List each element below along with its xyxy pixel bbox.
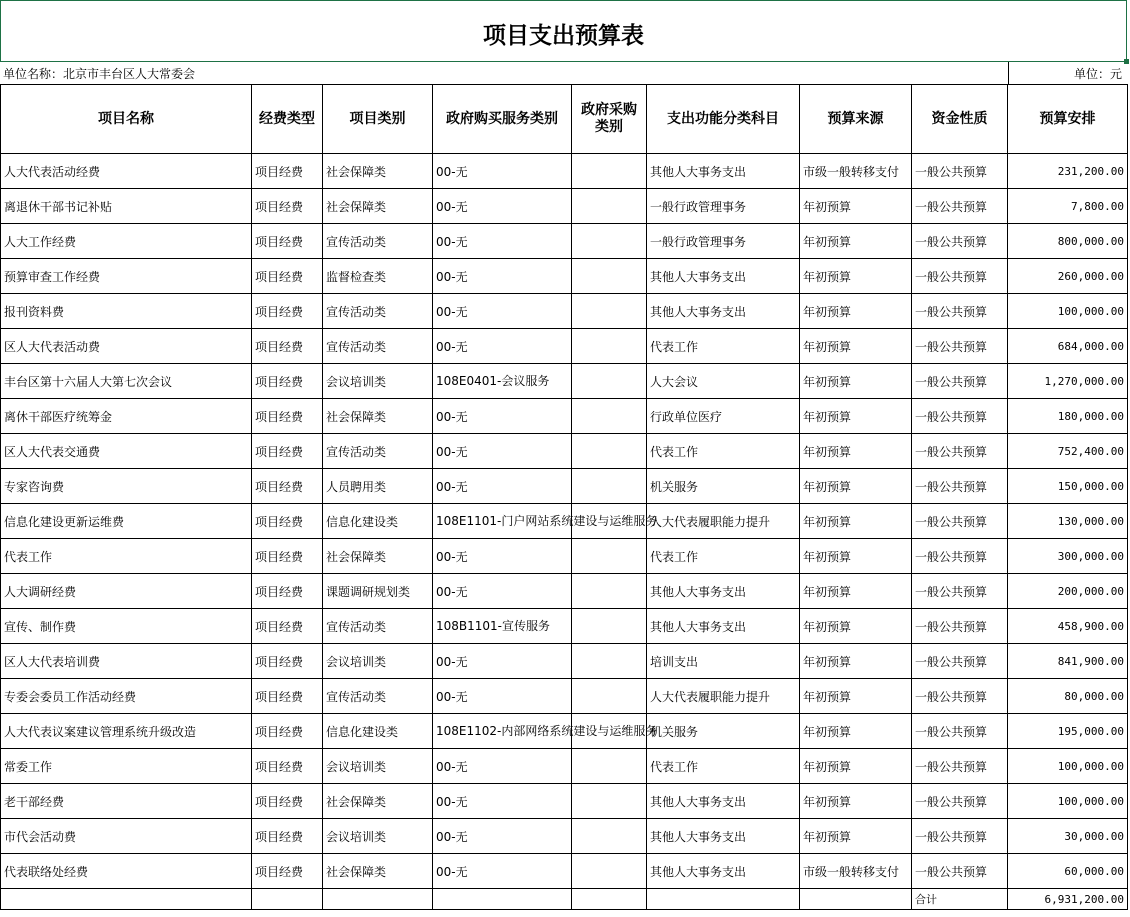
table-row	[1, 329, 1128, 364]
table-cell[interactable]: 一般公共预算	[912, 749, 1008, 784]
header-row	[1, 85, 1128, 154]
table-cell[interactable]	[252, 889, 323, 910]
table-cell[interactable]: 会议培训类	[323, 644, 433, 679]
table-cell[interactable]	[572, 854, 647, 889]
table-cell[interactable]: 专委会委员工作活动经费	[1, 679, 252, 714]
page-title: 项目支出预算表	[483, 22, 644, 49]
table-cell[interactable]: 年初预算	[800, 679, 912, 714]
table-cell[interactable]: 00-无	[433, 574, 572, 609]
selection-handle[interactable]	[1124, 59, 1129, 64]
table-row	[1, 574, 1128, 609]
table-cell[interactable]: 人大工作经费	[1, 224, 252, 259]
table-cell[interactable]: 项目经费	[252, 294, 323, 329]
table-row	[1, 749, 1128, 784]
table-row	[1, 609, 1128, 644]
table-cell[interactable]: 00-无	[433, 294, 572, 329]
budget-table	[0, 84, 1128, 910]
table-cell[interactable]: 宣传活动类	[323, 434, 433, 469]
header-cell[interactable]: 经费类型	[252, 85, 323, 154]
header-cell[interactable]: 支出功能分类科目	[647, 85, 800, 154]
table-cell[interactable]: 100,000.00	[1008, 784, 1128, 819]
table-cell[interactable]	[572, 259, 647, 294]
table-cell[interactable]: 00-无	[433, 749, 572, 784]
table-cell[interactable]	[572, 784, 647, 819]
unit-label: 单位：元	[1073, 67, 1122, 81]
header-cell[interactable]: 政府购买服务类别	[433, 85, 572, 154]
table-cell[interactable]: 130,000.00	[1008, 504, 1128, 539]
table-cell[interactable]: 年初预算	[800, 574, 912, 609]
table-cell[interactable]: 00-无	[433, 154, 572, 189]
table-cell[interactable]: 一般公共预算	[912, 539, 1008, 574]
table-cell[interactable]: 一般公共预算	[912, 399, 1008, 434]
table-cell[interactable]: 人大代表议案建议管理系统升级改造	[1, 714, 252, 749]
table-cell[interactable]: 00-无	[433, 679, 572, 714]
table-cell[interactable]: 离休干部医疗统筹金	[1, 399, 252, 434]
table-cell[interactable]: 代表工作	[647, 749, 800, 784]
table-cell[interactable]	[572, 399, 647, 434]
table-cell[interactable]: 项目经费	[252, 259, 323, 294]
header-cell[interactable]: 资金性质	[912, 85, 1008, 154]
table-cell[interactable]	[800, 889, 912, 910]
table-cell[interactable]: 00-无	[433, 224, 572, 259]
table-cell[interactable]: 7,800.00	[1008, 189, 1128, 224]
table-cell[interactable]: 社会保障类	[323, 784, 433, 819]
table-cell[interactable]: 培训支出	[647, 644, 800, 679]
table-cell[interactable]: 项目经费	[252, 574, 323, 609]
table-cell[interactable]: 一般公共预算	[912, 189, 1008, 224]
table-cell[interactable]: 年初预算	[800, 469, 912, 504]
table-cell[interactable]: 752,400.00	[1008, 434, 1128, 469]
table-row	[1, 679, 1128, 714]
table-row	[1, 189, 1128, 224]
table-cell[interactable]: 项目经费	[252, 154, 323, 189]
table-cell[interactable]: 代表工作	[1, 539, 252, 574]
table-cell[interactable]: 00-无	[433, 644, 572, 679]
table-cell[interactable]: 项目经费	[252, 714, 323, 749]
table-cell[interactable]: 年初预算	[800, 819, 912, 854]
table-cell[interactable]: 年初预算	[800, 644, 912, 679]
table-cell[interactable]: 代表工作	[647, 329, 800, 364]
table-cell[interactable]: 项目经费	[252, 329, 323, 364]
table-cell[interactable]: 108E1101-门户网站系统建设与运维服务	[433, 504, 572, 539]
table-cell[interactable]: 00-无	[433, 259, 572, 294]
table-cell[interactable]: 260,000.00	[1008, 259, 1128, 294]
table-cell[interactable]: 其他人大事务支出	[647, 154, 800, 189]
table-cell[interactable]: 年初预算	[800, 434, 912, 469]
table-cell[interactable]: 代表工作	[647, 539, 800, 574]
table-row	[1, 434, 1128, 469]
table-cell[interactable]: 项目经费	[252, 539, 323, 574]
table-cell[interactable]: 195,000.00	[1008, 714, 1128, 749]
table-cell[interactable]: 项目经费	[252, 819, 323, 854]
table-cell[interactable]: 区人大代表培训费	[1, 644, 252, 679]
table-cell[interactable]: 人大会议	[647, 364, 800, 399]
table-cell[interactable]: 一般公共预算	[912, 819, 1008, 854]
table-cell[interactable]: 宣传活动类	[323, 224, 433, 259]
table-cell[interactable]: 一般公共预算	[912, 364, 1008, 399]
table-cell[interactable]: 预算审查工作经费	[1, 259, 252, 294]
table-cell[interactable]: 年初预算	[800, 294, 912, 329]
table-cell[interactable]: 一般行政管理事务	[647, 224, 800, 259]
table-cell[interactable]: 代表联络处经费	[1, 854, 252, 889]
table-cell[interactable]: 200,000.00	[1008, 574, 1128, 609]
header-cell[interactable]: 预算来源	[800, 85, 912, 154]
table-cell[interactable]: 丰台区第十六届人大第七次会议	[1, 364, 252, 399]
table-row	[1, 399, 1128, 434]
table-cell[interactable]	[572, 294, 647, 329]
table-cell[interactable]: 其他人大事务支出	[647, 819, 800, 854]
table-cell[interactable]: 一般公共预算	[912, 644, 1008, 679]
table-cell[interactable]: 项目经费	[252, 854, 323, 889]
table-cell[interactable]: 宣传、制作费	[1, 609, 252, 644]
table-cell[interactable]: 行政单位医疗	[647, 399, 800, 434]
table-cell[interactable]: 代表工作	[647, 434, 800, 469]
table-cell[interactable]	[572, 189, 647, 224]
table-cell[interactable]: 宣传活动类	[323, 679, 433, 714]
table-cell[interactable]: 一般公共预算	[912, 574, 1008, 609]
table-cell[interactable]: 一般公共预算	[912, 154, 1008, 189]
table-cell[interactable]: 00-无	[433, 469, 572, 504]
table-cell[interactable]: 市级一般转移支付	[800, 154, 912, 189]
table-cell[interactable]: 项目经费	[252, 364, 323, 399]
table-row	[1, 854, 1128, 889]
table-cell[interactable]: 市代会活动费	[1, 819, 252, 854]
table-body	[1, 154, 1128, 910]
table-row	[1, 644, 1128, 679]
table-cell[interactable]	[1, 889, 252, 910]
table-cell[interactable]: 30,000.00	[1008, 819, 1128, 854]
table-cell[interactable]: 会议培训类	[323, 749, 433, 784]
table-cell[interactable]: 其他人大事务支出	[647, 574, 800, 609]
table-cell[interactable]: 一般公共预算	[912, 714, 1008, 749]
table-cell[interactable]: 00-无	[433, 399, 572, 434]
table-cell[interactable]: 社会保障类	[323, 854, 433, 889]
table-cell[interactable]: 人大代表履职能力提升	[647, 504, 800, 539]
header-cell[interactable]: 预算安排	[1008, 85, 1128, 154]
table-cell[interactable]: 年初预算	[800, 714, 912, 749]
table-cell[interactable]	[572, 574, 647, 609]
table-cell[interactable]: 108B1101-宣传服务	[433, 609, 572, 644]
table-cell[interactable]: 宣传活动类	[323, 294, 433, 329]
table-cell[interactable]	[572, 154, 647, 189]
table-cell[interactable]: 00-无	[433, 329, 572, 364]
table-cell[interactable]: 会议培训类	[323, 364, 433, 399]
table-cell[interactable]	[572, 819, 647, 854]
table-cell[interactable]: 其他人大事务支出	[647, 784, 800, 819]
table-cell[interactable]: 项目经费	[252, 679, 323, 714]
table-cell[interactable]: 市级一般转移支付	[800, 854, 912, 889]
table-cell[interactable]: 年初预算	[800, 364, 912, 399]
table-row	[1, 259, 1128, 294]
table-cell[interactable]: 150,000.00	[1008, 469, 1128, 504]
table-cell[interactable]: 人员聘用类	[323, 469, 433, 504]
table-cell[interactable]: 108E0401-会议服务	[433, 364, 572, 399]
table-cell[interactable]: 年初预算	[800, 329, 912, 364]
table-cell[interactable]: 老干部经费	[1, 784, 252, 819]
table-cell[interactable]: 年初预算	[800, 539, 912, 574]
table-cell[interactable]: 年初预算	[800, 189, 912, 224]
table-cell[interactable]	[572, 679, 647, 714]
table-cell[interactable]: 项目经费	[252, 434, 323, 469]
table-cell[interactable]: 会议培训类	[323, 819, 433, 854]
table-cell[interactable]: 项目经费	[252, 189, 323, 224]
table-cell[interactable]: 年初预算	[800, 399, 912, 434]
table-cell[interactable]	[572, 609, 647, 644]
table-cell[interactable]: 人大代表活动经费	[1, 154, 252, 189]
table-cell[interactable]: 684,000.00	[1008, 329, 1128, 364]
table-cell[interactable]: 一般公共预算	[912, 854, 1008, 889]
table-cell[interactable]: 报刊资料费	[1, 294, 252, 329]
table-cell[interactable]: 项目经费	[252, 644, 323, 679]
table-cell[interactable]: 机关服务	[647, 714, 800, 749]
table-cell[interactable]: 一般公共预算	[912, 679, 1008, 714]
table-cell[interactable]: 一般公共预算	[912, 784, 1008, 819]
table-cell[interactable]: 231,200.00	[1008, 154, 1128, 189]
table-cell[interactable]: 80,000.00	[1008, 679, 1128, 714]
table-cell[interactable]: 00-无	[433, 854, 572, 889]
table-cell[interactable]: 00-无	[433, 784, 572, 819]
table-cell[interactable]	[572, 329, 647, 364]
table-row	[1, 714, 1128, 749]
table-cell[interactable]: 其他人大事务支出	[647, 259, 800, 294]
table-cell[interactable]	[433, 889, 572, 910]
table-cell[interactable]: 社会保障类	[323, 154, 433, 189]
table-cell[interactable]: 专家咨询费	[1, 469, 252, 504]
table-cell[interactable]	[572, 539, 647, 574]
table-cell[interactable]: 社会保障类	[323, 189, 433, 224]
table-row	[1, 154, 1128, 189]
table-cell[interactable]: 108E1102-内部网络系统建设与运维服务	[433, 714, 572, 749]
table-cell[interactable]: 100,000.00	[1008, 294, 1128, 329]
header-cell[interactable]: 项目类别	[323, 85, 433, 154]
table-cell[interactable]: 课题调研规划类	[323, 574, 433, 609]
table-cell[interactable]: 其他人大事务支出	[647, 854, 800, 889]
table-cell[interactable]: 机关服务	[647, 469, 800, 504]
table-row	[1, 469, 1128, 504]
table-row	[1, 364, 1128, 399]
header-cell[interactable]: 政府采购类别	[572, 85, 647, 154]
table-cell[interactable]: 一般公共预算	[912, 259, 1008, 294]
table-cell[interactable]: 社会保障类	[323, 399, 433, 434]
table-cell[interactable]: 区人大代表活动费	[1, 329, 252, 364]
table-cell[interactable]: 00-无	[433, 539, 572, 574]
table-cell[interactable]: 项目经费	[252, 469, 323, 504]
table-cell[interactable]: 年初预算	[800, 504, 912, 539]
table-cell[interactable]	[647, 889, 800, 910]
table-cell[interactable]: 宣传活动类	[323, 609, 433, 644]
table-cell[interactable]: 60,000.00	[1008, 854, 1128, 889]
table-cell[interactable]: 1,270,000.00	[1008, 364, 1128, 399]
table-row	[1, 819, 1128, 854]
divider	[1008, 62, 1009, 84]
table-cell[interactable]: 项目经费	[252, 609, 323, 644]
table-row	[1, 224, 1128, 259]
table-cell[interactable]: 信息化建设类	[323, 714, 433, 749]
table-cell[interactable]: 一般公共预算	[912, 434, 1008, 469]
table-cell[interactable]: 项目经费	[252, 749, 323, 784]
table-row	[1, 504, 1128, 539]
table-cell[interactable]: 项目经费	[252, 504, 323, 539]
table-cell[interactable]: 841,900.00	[1008, 644, 1128, 679]
table-cell[interactable]: 信息化建设更新运维费	[1, 504, 252, 539]
table-cell[interactable]: 离退休干部书记补贴	[1, 189, 252, 224]
table-cell[interactable]: 800,000.00	[1008, 224, 1128, 259]
title-bar	[0, 0, 1127, 62]
table-cell[interactable]: 年初预算	[800, 224, 912, 259]
table-cell[interactable]: 100,000.00	[1008, 749, 1128, 784]
table-cell[interactable]: 一般行政管理事务	[647, 189, 800, 224]
table-cell[interactable]: 社会保障类	[323, 539, 433, 574]
table-cell[interactable]	[572, 224, 647, 259]
table-cell[interactable]: 监督检查类	[323, 259, 433, 294]
header-cell[interactable]: 项目名称	[1, 85, 252, 154]
table-cell[interactable]: 180,000.00	[1008, 399, 1128, 434]
total-label[interactable]: 合计	[912, 889, 1008, 910]
unit-name: 单位名称：北京市丰台区人大常委会	[3, 67, 196, 81]
table-cell[interactable]	[572, 364, 647, 399]
table-cell[interactable]: 300,000.00	[1008, 539, 1128, 574]
table-cell[interactable]: 项目经费	[252, 784, 323, 819]
table-cell[interactable]: 其他人大事务支出	[647, 609, 800, 644]
table-cell[interactable]: 00-无	[433, 819, 572, 854]
table-row	[1, 294, 1128, 329]
table-cell[interactable]: 458,900.00	[1008, 609, 1128, 644]
table-cell[interactable]: 区人大代表交通费	[1, 434, 252, 469]
table-cell[interactable]: 年初预算	[800, 749, 912, 784]
table-cell[interactable]: 00-无	[433, 434, 572, 469]
total-row	[1, 889, 1128, 910]
table-cell[interactable]: 人大调研经费	[1, 574, 252, 609]
table-cell[interactable]: 一般公共预算	[912, 294, 1008, 329]
table-cell[interactable]: 一般公共预算	[912, 469, 1008, 504]
table-cell[interactable]	[572, 434, 647, 469]
table-cell[interactable]: 年初预算	[800, 784, 912, 819]
table-cell[interactable]: 项目经费	[252, 399, 323, 434]
table-cell[interactable]: 信息化建设类	[323, 504, 433, 539]
table-cell[interactable]: 其他人大事务支出	[647, 294, 800, 329]
total-value[interactable]: 6,931,200.00	[1008, 889, 1128, 910]
table-row	[1, 784, 1128, 819]
table-cell[interactable]: 00-无	[433, 189, 572, 224]
table-cell[interactable]: 常委工作	[1, 749, 252, 784]
table-cell[interactable]	[572, 889, 647, 910]
table-cell[interactable]	[323, 889, 433, 910]
table-cell[interactable]: 年初预算	[800, 259, 912, 294]
table-cell[interactable]	[572, 469, 647, 504]
table-cell[interactable]: 人大代表履职能力提升	[647, 679, 800, 714]
table-cell[interactable]: 宣传活动类	[323, 329, 433, 364]
table-cell[interactable]: 一般公共预算	[912, 224, 1008, 259]
table-cell[interactable]: 年初预算	[800, 609, 912, 644]
table-cell[interactable]: 一般公共预算	[912, 609, 1008, 644]
table-row	[1, 539, 1128, 574]
table-cell[interactable]: 一般公共预算	[912, 504, 1008, 539]
table-cell[interactable]	[572, 749, 647, 784]
table-cell[interactable]: 一般公共预算	[912, 329, 1008, 364]
table-cell[interactable]: 项目经费	[252, 224, 323, 259]
table-cell[interactable]	[572, 644, 647, 679]
